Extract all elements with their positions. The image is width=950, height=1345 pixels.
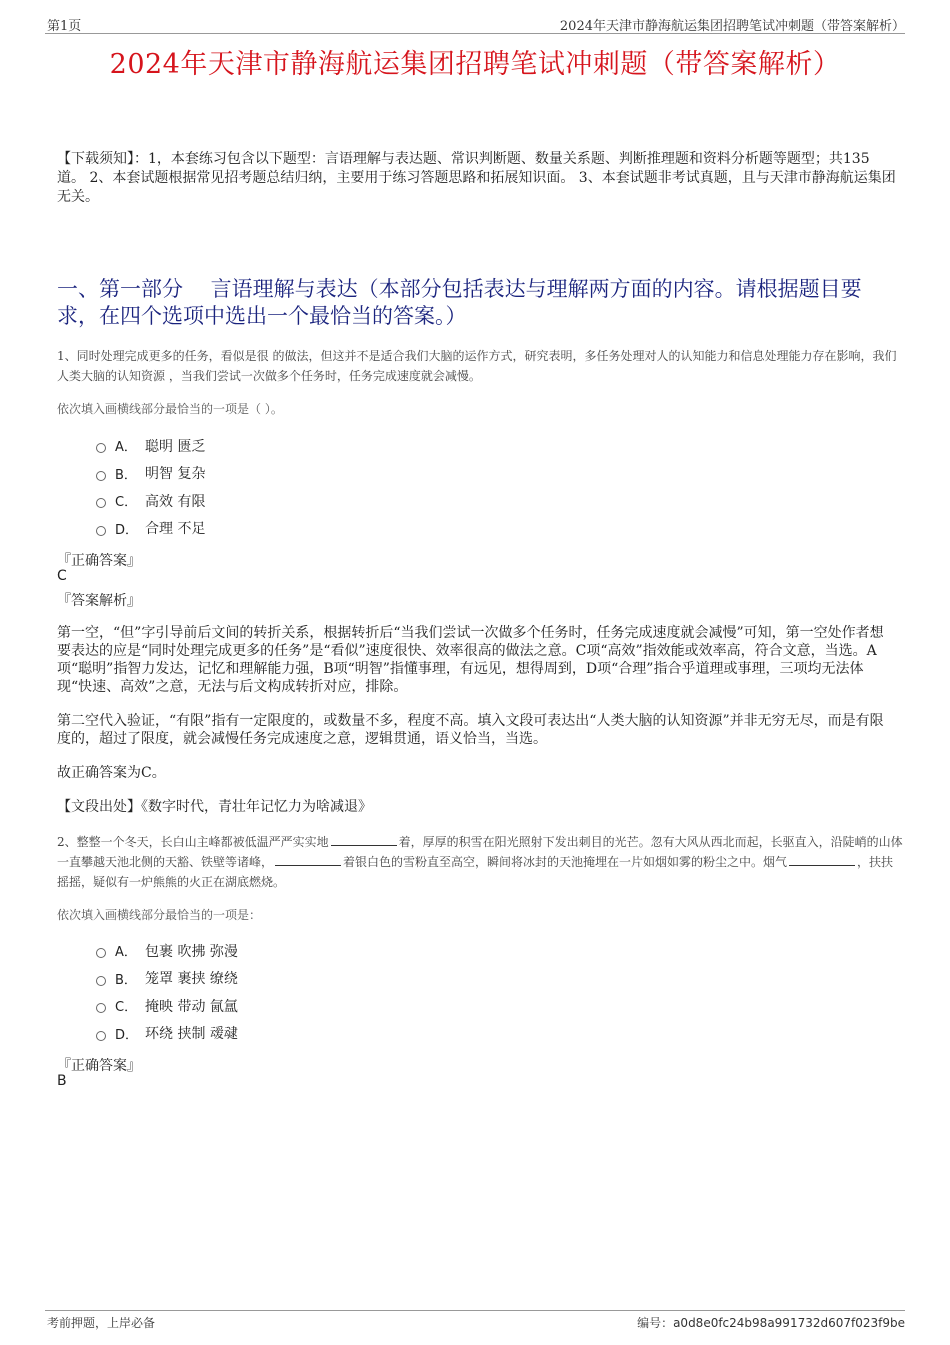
footer-code-value: a0d8e0fc24b98a991732d607f023f9be (673, 1316, 905, 1330)
answer-label: 『正确答案』 (57, 553, 141, 569)
header-doc-title: 2024年天津市静海航运集团招聘笔试冲刺题（带答案解析） (559, 19, 905, 34)
section-title: 一、第一部分 言语理解与表达（本部分包括表达与理解两方面的内容。请根据题目要求，在四个选项中选出一个最恰当的答案。） (57, 277, 862, 328)
option-letter: D． (115, 522, 139, 538)
fill-blank (331, 833, 397, 846)
radio-icon[interactable] (96, 1003, 106, 1013)
option-letter: A． (115, 945, 137, 961)
question-2-text-part: ，扶扶摇摇，疑似有一炉熊熊的火正在湖底燃烧。 (57, 855, 894, 889)
text-source: 【文段出处】《数字时代，青壮年记忆力为啥减退》 (57, 799, 372, 815)
option-d[interactable] (96, 515, 205, 543)
analysis-paragraph-1: 第一空，“但”字引导前后文间的转折关系，根据转折后“当我们尝试一次做多个任务时，任务完成速度就会减慢”可知，第一空处作者想要表达的应是“同时处理完成更多的任务”是“看似”速度很快、效率很高的做法之意。C项“高效”指效能或效率高，符合文意，当选。A项“聪明”指智力发达，记忆和理解能力强，B项“明智”指懂事理，有远见，想得周到，D项“合理”指合乎道理或事理，三项均无法体现“快速、高效”之意，无法与后文构成转折对应，排除。 (57, 625, 884, 695)
radio-icon[interactable] (96, 976, 106, 986)
header-divider (45, 33, 905, 34)
option-letter: C． (115, 1000, 138, 1016)
question-2-text-part: 着银白色的雪粉直至高空，瞬间将冰封的天池掩埋在一片如烟如雾的粉尘之中。烟气 (343, 855, 788, 869)
option-text: 聪明 匮乏 (145, 438, 206, 455)
option-a[interactable] (96, 937, 238, 965)
footer-slogan: 考前押题，上岸必备 (47, 1316, 156, 1330)
analysis-conclusion: 故正确答案为C。 (57, 765, 166, 781)
answer-value: B (57, 1073, 67, 1089)
question-1-instruction: 依次填入画横线部分最恰当的一项是（ ）。 (57, 402, 283, 416)
answer-label: 『正确答案』 (57, 1058, 141, 1074)
option-letter: B． (115, 467, 137, 483)
option-text: 笼罩 裹挟 缭绕 (145, 971, 238, 988)
fill-blank (789, 853, 855, 866)
radio-icon[interactable] (96, 526, 106, 536)
question-2-options (96, 937, 238, 1047)
page-title: 2024年天津市静海航运集团招聘笔试冲刺题（带答案解析） (109, 49, 841, 80)
question-1-text: 1、同时处理完成更多的任务，看似是很 的做法，但这并不是适合我们大脑的运作方式，研究表明，多任务处理对人的认知能力和信息处理能力存在影响，我们人类大脑的认知资源 ，当我们尝试一次做多个任务时，任务完成速度就会减慢。 (57, 349, 897, 383)
option-c[interactable] (96, 487, 205, 515)
radio-icon[interactable] (96, 471, 106, 481)
option-c[interactable] (96, 992, 238, 1020)
option-a[interactable] (96, 432, 205, 460)
option-letter: D． (115, 1027, 139, 1043)
question-2-instruction: 依次填入画横线部分最恰当的一项是： (57, 908, 262, 922)
radio-icon[interactable] (96, 1031, 106, 1041)
option-text: 明智 复杂 (145, 466, 206, 483)
option-text: 掩映 带动 氤氲 (145, 998, 238, 1015)
option-letter: A． (115, 440, 137, 456)
option-letter: B． (115, 972, 137, 988)
option-letter: C． (115, 495, 138, 511)
question-1-options (96, 432, 205, 542)
radio-icon[interactable] (96, 443, 106, 453)
header-page-number: 第1页 (47, 19, 82, 34)
option-d[interactable] (96, 1020, 238, 1048)
footer-divider (45, 1310, 905, 1311)
question-2-text (57, 832, 905, 892)
option-b[interactable] (96, 460, 205, 488)
footer-code (637, 1314, 905, 1331)
fill-blank (275, 853, 341, 866)
radio-icon[interactable] (96, 498, 106, 508)
option-text: 合理 不足 (145, 521, 206, 538)
question-2-text-part: 2、整整一个冬天，长白山主峰都被低温严严实实地 (57, 835, 329, 849)
analysis-label: 『答案解析』 (57, 593, 141, 609)
option-text: 包裹 吹拂 弥漫 (145, 943, 238, 960)
analysis-paragraph-2: 第二空代入验证，“有限”指有一定限度的，或数量不多，程度不高。填入文段可表达出“人类大脑的认知资源”并非无穷无尽，而是有限度的，超过了限度，就会减慢任务完成速度之意，逻辑贯通，语义恰当，当选。 (57, 713, 884, 747)
option-text: 环绕 挟制 叆叇 (145, 1026, 238, 1043)
answer-value: C (57, 568, 67, 584)
download-notice: 【下载须知】：1，本套练习包含以下题型：言语理解与表达题、常识判断题、数量关系题、判断推理题和资料分析题等题型；共135道。 2、本套试题根据常见招考题总结归纳，主要用于练习答题思路和拓展知识面。 3、本套试题非考试真题，且与天津市静海航运集团无关。 (57, 151, 896, 205)
radio-icon[interactable] (96, 948, 106, 958)
option-text: 高效 有限 (145, 493, 206, 510)
question-2-text-part: 着，厚厚的积雪在阳光照射下发出刺目的光芒。忽有大风从西北而起，长驱直入，沿陡峭的山体一直攀越天池北侧的天豁、铁壁等诸峰， (57, 835, 903, 869)
option-b[interactable] (96, 965, 238, 993)
footer-code-label: 编号： (637, 1316, 674, 1330)
